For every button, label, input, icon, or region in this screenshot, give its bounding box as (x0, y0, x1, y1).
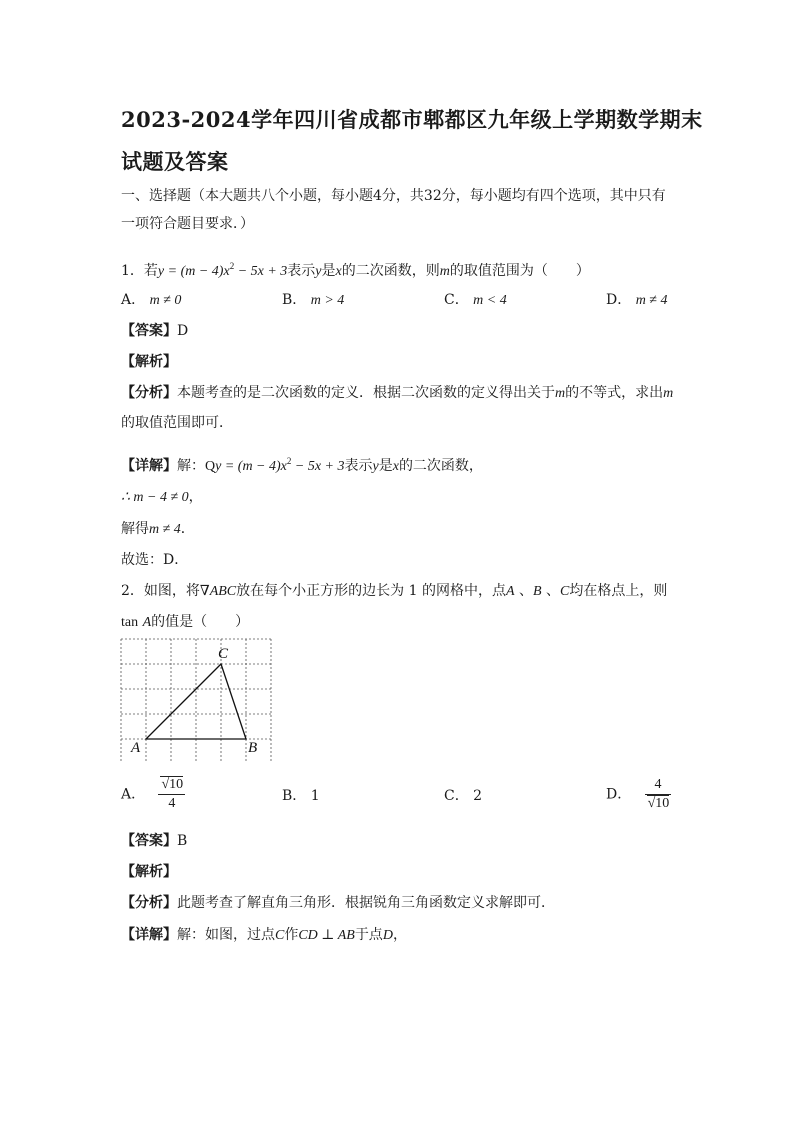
point-label-b: B (248, 740, 258, 756)
point-label-c: C (218, 646, 229, 662)
xiangjie-line: 【详解】解：$Qy = (m - 4)x^2 - 5x + 3$表示y是x的二次函数， (121, 456, 483, 474)
conclusion: 故选：D． (121, 552, 189, 568)
fenxi-line-2: 的取值范围即可． (121, 415, 233, 431)
fenxi-line: 【分析】本题考查的是二次函数的定义．根据二次函数的定义得出关于m的不等式，求出m (121, 385, 674, 401)
question-number: 1． (121, 263, 144, 279)
question-2-stem: 2．如图，将∇ABC放在每个小正方形的边长为 1 的网格中，点A 、B 、C均在格点上，则 (121, 583, 668, 599)
point-label-a: A (131, 740, 141, 756)
option-c[interactable]: C． 2 (444, 788, 483, 804)
page-title: 2023-2024学年四川省成都市郫都区九年级上学期数学期末 (121, 107, 703, 132)
answer-line: 【答案】B (121, 833, 188, 849)
option-d[interactable]: D． $\frac{4}{√10}$ (606, 777, 670, 811)
option-b[interactable]: B． m > 4 (282, 292, 345, 308)
answer-line: 【答案】D (121, 323, 189, 339)
option-b[interactable]: B． 1 (282, 788, 320, 804)
step-2: 解得m ≠ 4． (121, 521, 195, 537)
analysis-tag: 【解析】 (121, 864, 177, 880)
option-c[interactable]: C． m < 4 (444, 292, 507, 308)
question-1-stem: 1．若$y = (m - 4)x^2 - 5x + 3$表示y是x的二次函数，则m的取值范围为（ ） (121, 261, 590, 279)
page-title-line2: 试题及答案 (121, 149, 229, 174)
triangle-grid-figure (118, 636, 278, 761)
xiangjie-line: 【详解】解：如图，过点C作CD ⊥ AB于点D， (121, 927, 407, 943)
option-d[interactable]: D． m ≠ 4 (606, 292, 668, 308)
question-number: 2． (121, 583, 144, 599)
section-header: 一、选择题（本大题共八个小题，每小题4分，共32分，每小题均有四个选项，其中只有 (121, 188, 666, 204)
analysis-tag: 【解析】 (121, 354, 177, 370)
option-a[interactable]: A． $\frac{√10}{4}$ (121, 777, 184, 811)
option-a[interactable]: A． m ≠ 0 (121, 292, 182, 308)
question-2-stem-line2: tan A的值是（ ） (121, 614, 250, 630)
section-header-line2: 一项符合题目要求．） (121, 216, 254, 232)
step-1: ∴ m − 4 ≠ 0， (121, 489, 203, 505)
math-expression: $y = (m - 4)x^2 - 5x + 3$ (157, 261, 288, 279)
math-expression: $y = (m - 4)x^2 - 5x + 3$ (215, 456, 345, 474)
fenxi-line: 【分析】此题考查了解直角三角形．根据锐角三角函数定义求解即可． (121, 895, 555, 911)
